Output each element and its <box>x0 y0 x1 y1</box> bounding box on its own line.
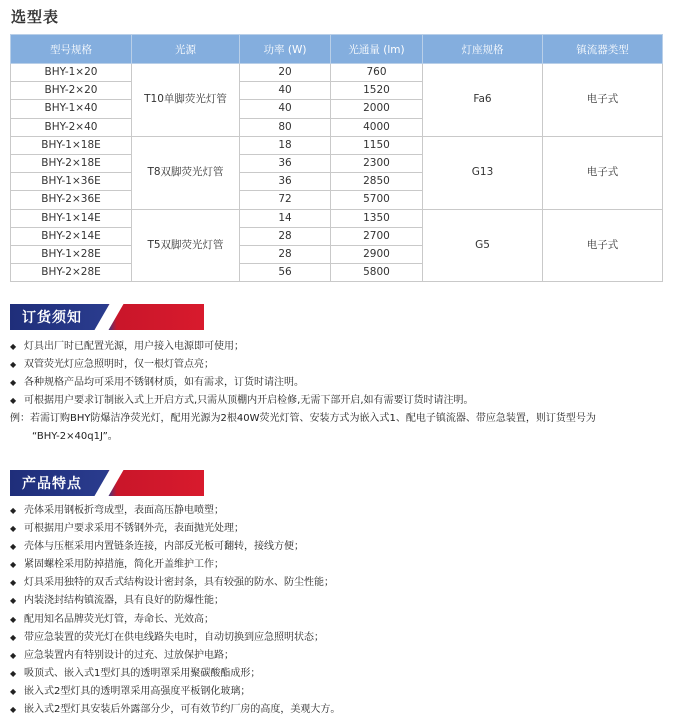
table-header-row <box>11 35 663 64</box>
flux-cell: 5700 <box>331 191 423 209</box>
features-heading: 产品特点 <box>22 476 82 492</box>
list-item-text: 灯具采用独特的双舌式结构设计密封条，具有较强的防水、防尘性能； <box>24 577 334 589</box>
model-cell: BHY-2×28E <box>11 264 132 282</box>
power-cell: 28 <box>240 227 331 245</box>
model-cell: BHY-2×36E <box>11 191 132 209</box>
power-cell: 40 <box>240 82 331 100</box>
flux-cell: 1350 <box>331 209 423 227</box>
list-item-text: 应急装置内有特别设计的过充、过放保护电路； <box>24 649 234 661</box>
model-cell: BHY-1×28E <box>11 245 132 263</box>
diamond-bullet-icon: ◆ <box>10 596 17 606</box>
model-cell: BHY-2×40 <box>11 118 132 136</box>
list-item-text: 配用知名品牌荧光灯管，寿命长、光效高； <box>24 613 214 625</box>
column-header: 型号规格 <box>11 35 132 64</box>
list-item-text: 带应急装置的荧光灯在供电线路失电时，自动切换到应急照明状态； <box>24 631 324 643</box>
flux-cell: 1150 <box>331 136 423 154</box>
list-item <box>10 592 340 610</box>
flux-cell: 5800 <box>331 264 423 282</box>
column-header: 功率 (W) <box>240 35 331 64</box>
power-cell: 56 <box>240 264 331 282</box>
diamond-bullet-icon: ◆ <box>10 578 17 588</box>
list-item-text: 内装浇封结构镇流器，具有良好的防爆性能； <box>24 595 224 607</box>
list-item-text: 可根据用户要求订制嵌入式上开启方式,只需从顶棚内开启检修,无需下部开启,如有需要订货时请注明。 <box>24 395 474 407</box>
list-item <box>10 392 596 410</box>
page-title: 选型表 <box>11 8 60 26</box>
power-cell: 36 <box>240 173 331 191</box>
list-item <box>10 647 340 665</box>
list-item-text: 嵌入式2型灯具的透明罩采用高强度平板钢化玻璃； <box>24 685 251 697</box>
diamond-bullet-icon: ◆ <box>10 614 17 624</box>
light-source-cell: T10单脚荧光灯管 <box>132 64 240 137</box>
flux-cell: 4000 <box>331 118 423 136</box>
flux-cell: 2900 <box>331 245 423 263</box>
list-item <box>10 665 340 683</box>
flux-cell: 2700 <box>331 227 423 245</box>
list-item <box>10 574 340 592</box>
ballast-cell: 电子式 <box>543 64 663 137</box>
column-header: 镇流器类型 <box>543 35 663 64</box>
list-item <box>10 538 340 556</box>
list-item-text: 紧固螺栓采用防掉措施，简化开盖维护工作； <box>24 559 224 571</box>
list-item <box>10 556 340 574</box>
list-item <box>10 356 596 374</box>
flux-cell: 760 <box>331 64 423 82</box>
diamond-bullet-icon: ◆ <box>10 378 17 388</box>
diamond-bullet-icon: ◆ <box>10 705 17 715</box>
flux-cell: 1520 <box>331 82 423 100</box>
light-source-cell: T5双脚荧光灯管 <box>132 209 240 282</box>
ordering-list <box>10 338 596 446</box>
model-cell: BHY-2×18E <box>11 154 132 172</box>
diamond-bullet-icon: ◆ <box>10 560 17 570</box>
power-cell: 20 <box>240 64 331 82</box>
list-item-text: 可根据用户要求采用不锈钢外壳，表面抛光处理； <box>24 523 244 535</box>
flux-cell: 2300 <box>331 154 423 172</box>
ordering-heading-bar <box>10 304 204 330</box>
list-item <box>10 611 340 629</box>
heading-bar-stripe <box>94 470 123 496</box>
order-example-line1: 例：若需订购BHY防爆洁净荧光灯，配用光源为2根40W荧光灯管、安装方式为嵌入式1、配电子镇流器、带应急装置，则订货型号为 <box>10 413 596 425</box>
model-cell: BHY-1×14E <box>11 209 132 227</box>
power-cell: 14 <box>240 209 331 227</box>
column-header: 光源 <box>132 35 240 64</box>
ordering-heading: 订货须知 <box>22 310 82 326</box>
model-cell: BHY-2×14E <box>11 227 132 245</box>
diamond-bullet-icon: ◆ <box>10 686 17 696</box>
list-item <box>10 520 340 538</box>
diamond-bullet-icon: ◆ <box>10 506 17 515</box>
socket-cell: G13 <box>423 136 543 209</box>
list-item <box>10 502 340 520</box>
diamond-bullet-icon: ◆ <box>10 650 17 660</box>
model-cell: BHY-1×18E <box>11 136 132 154</box>
power-cell: 40 <box>240 100 331 118</box>
ballast-cell: 电子式 <box>543 209 663 282</box>
list-item-text: 各种规格产品均可采用不锈钢材质，如有需求，订货时请注明。 <box>24 377 304 389</box>
heading-bar-stripe <box>94 304 123 330</box>
column-header: 光通量 (lm) <box>331 35 423 64</box>
socket-cell: G5 <box>423 209 543 282</box>
selection-table <box>10 34 663 282</box>
table-row <box>11 209 663 227</box>
list-item <box>10 629 340 647</box>
diamond-bullet-icon: ◆ <box>10 360 17 370</box>
power-cell: 80 <box>240 118 331 136</box>
list-item-text: 壳体采用钢板折弯成型，表面高压静电喷塑； <box>24 505 224 516</box>
socket-cell: Fa6 <box>423 64 543 137</box>
list-item-text: 双管荧光灯应急照明时，仅一根灯管点亮； <box>24 359 214 371</box>
diamond-bullet-icon: ◆ <box>10 524 17 534</box>
list-item-text: 吸顶式、嵌入式1型灯具的透明罩采用聚碳酸酯成形； <box>24 667 261 679</box>
model-cell: BHY-1×40 <box>11 100 132 118</box>
model-cell: BHY-1×20 <box>11 64 132 82</box>
table-row <box>11 136 663 154</box>
features-list <box>10 502 340 719</box>
power-cell: 28 <box>240 245 331 263</box>
features-heading-bar <box>10 470 204 496</box>
flux-cell: 2850 <box>331 173 423 191</box>
list-item <box>10 701 340 719</box>
diamond-bullet-icon: ◆ <box>10 542 17 552</box>
ballast-cell: 电子式 <box>543 136 663 209</box>
list-item-text: 嵌入式2型灯具安装后外露部分少，可有效节约厂房的高度，美观大方。 <box>24 704 341 716</box>
list-item-text: 灯具出厂时已配置光源，用户接入电源即可使用； <box>24 341 244 352</box>
order-example-line2: “BHY-2×40q1J”。 <box>32 431 118 443</box>
model-cell: BHY-1×36E <box>11 173 132 191</box>
list-item <box>10 338 596 356</box>
table-row <box>11 64 663 82</box>
light-source-cell: T8双脚荧光灯管 <box>132 136 240 209</box>
diamond-bullet-icon: ◆ <box>10 396 17 406</box>
column-header: 灯座规格 <box>423 35 543 64</box>
diamond-bullet-icon: ◆ <box>10 342 17 351</box>
list-item-text: 壳体与压框采用内置链条连接，内部反光板可翻转，接线方便； <box>24 541 304 553</box>
power-cell: 72 <box>240 191 331 209</box>
model-cell: BHY-2×20 <box>11 82 132 100</box>
flux-cell: 2000 <box>331 100 423 118</box>
power-cell: 18 <box>240 136 331 154</box>
power-cell: 36 <box>240 154 331 172</box>
diamond-bullet-icon: ◆ <box>10 668 17 678</box>
list-item <box>10 683 340 701</box>
list-item <box>10 374 596 392</box>
diamond-bullet-icon: ◆ <box>10 632 17 642</box>
